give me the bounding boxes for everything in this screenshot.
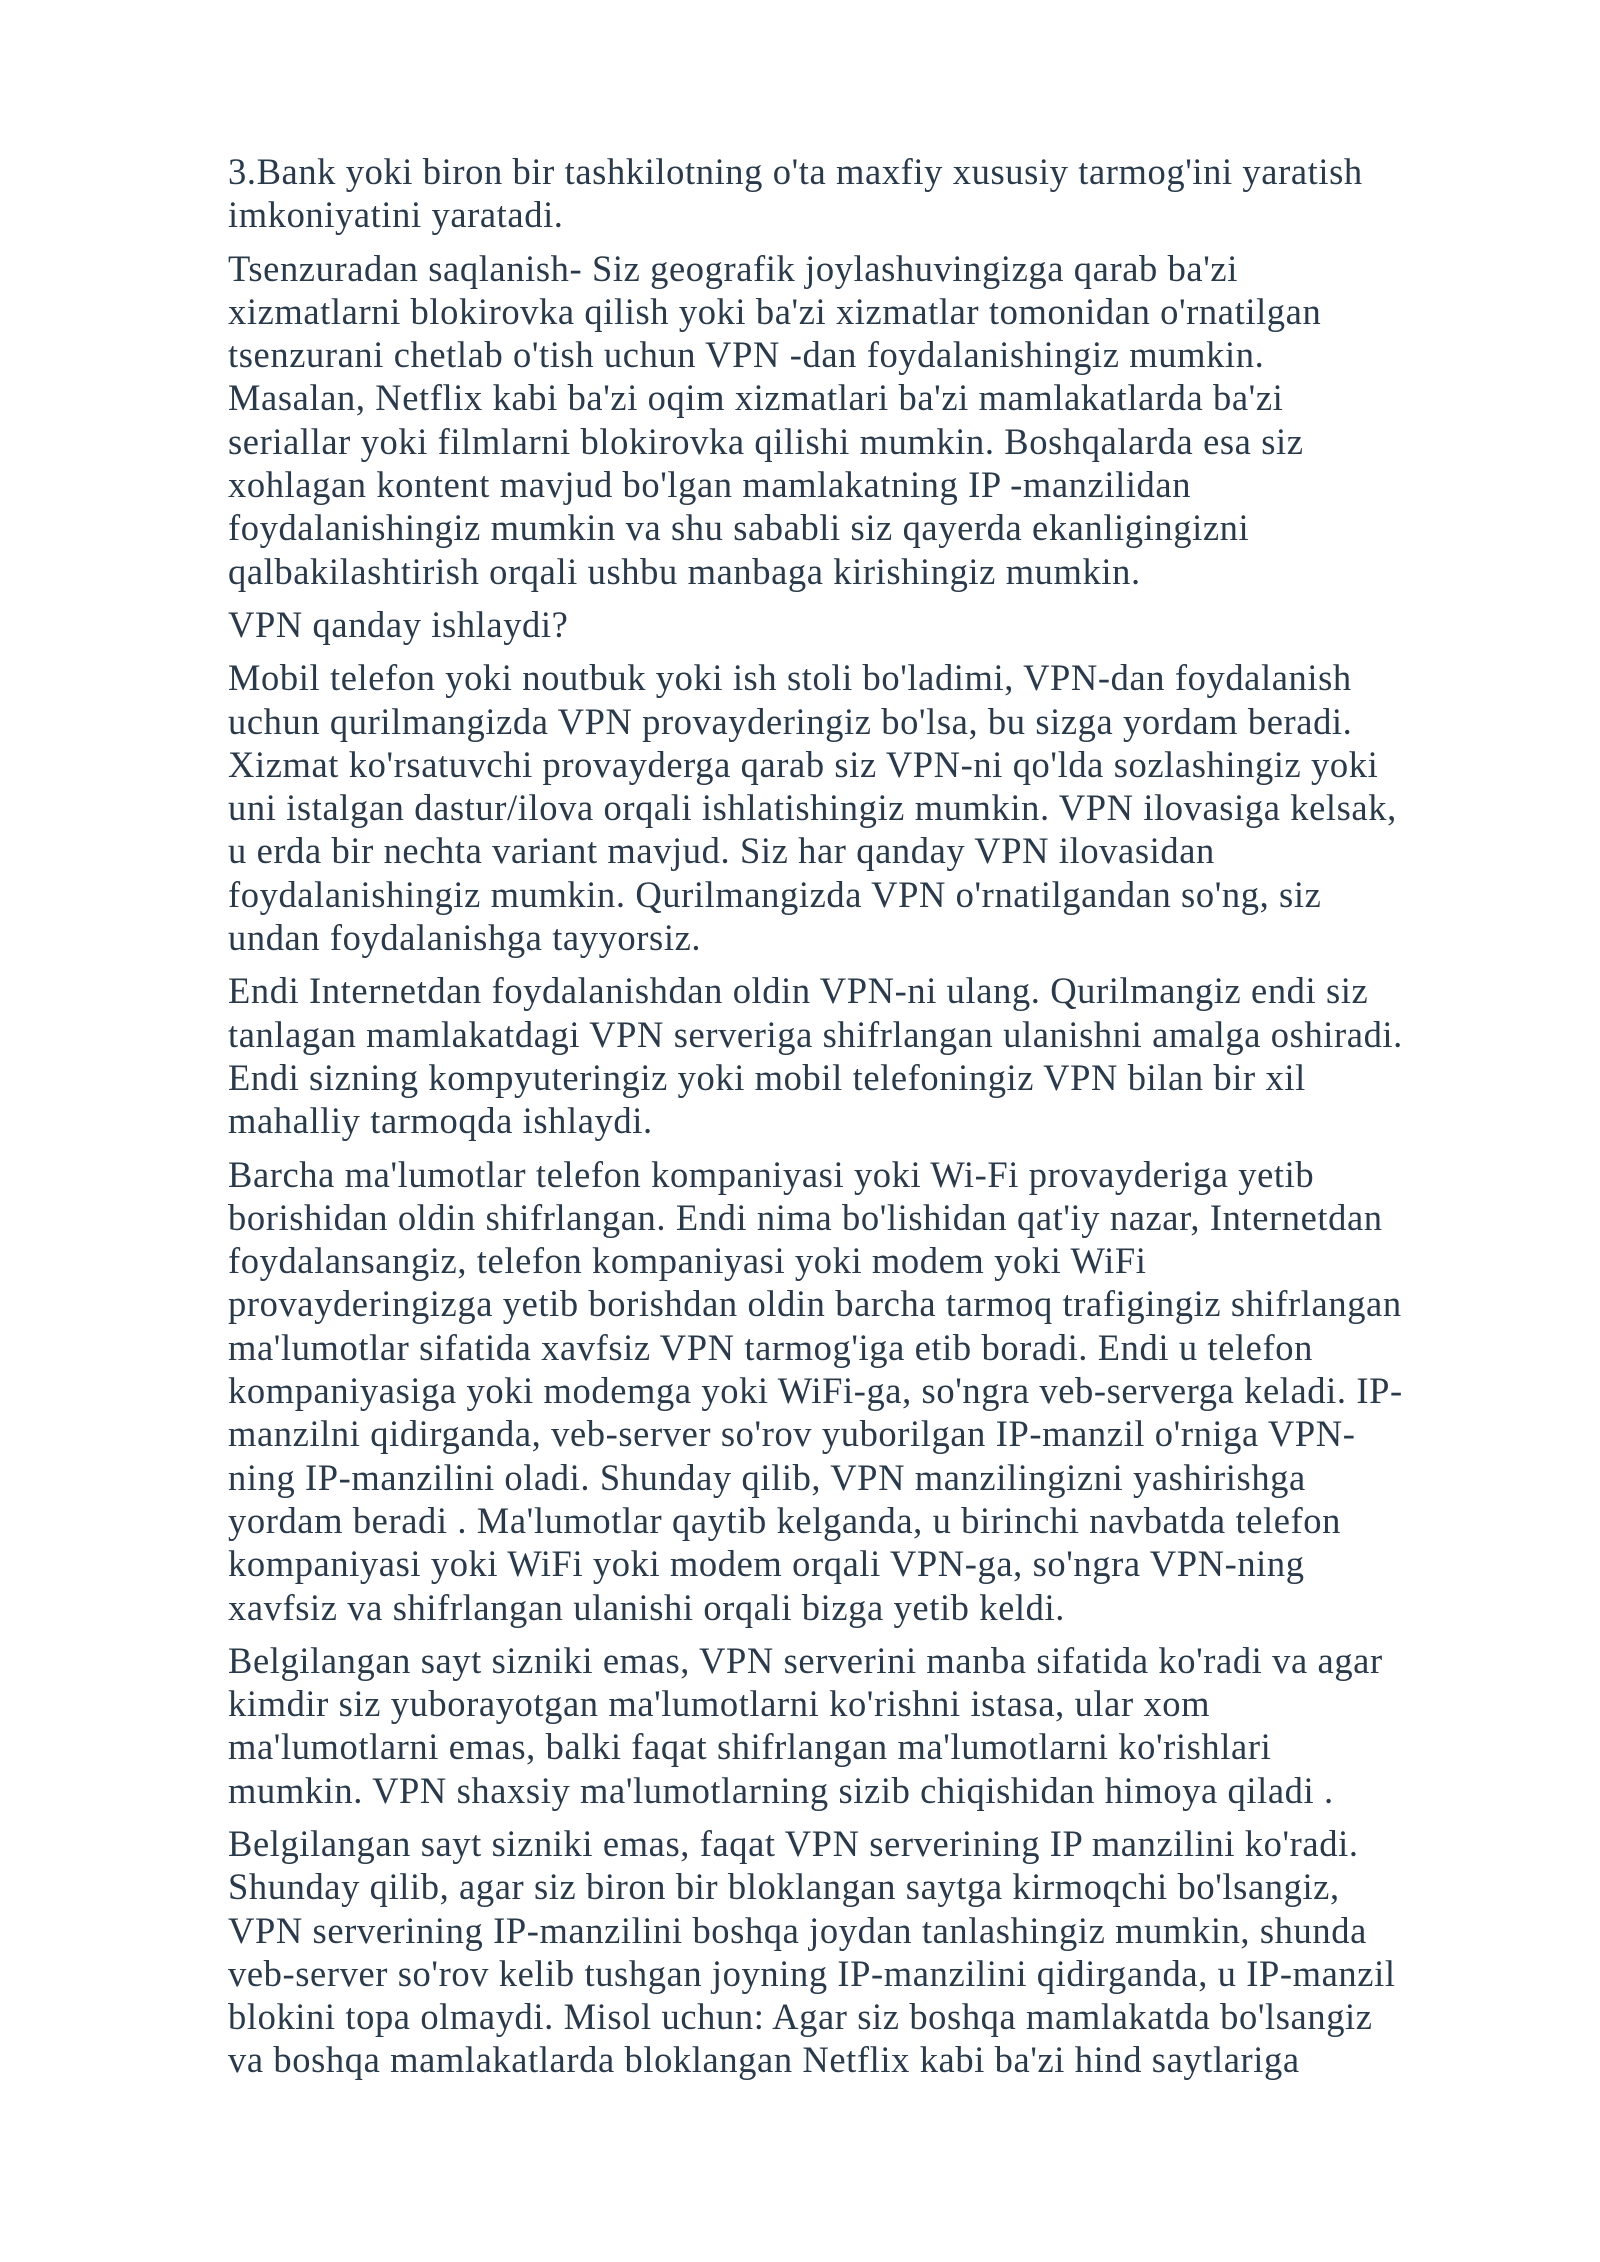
text-line: kompaniyasiga yoki modemga yoki WiFi-ga, so'ngra veb-serverga keladi. IP-	[228, 1370, 1403, 1412]
paragraph-encryption	[228, 1153, 1498, 1629]
text-line: mumkin. VPN shaxsiy ma'lumotlarning sizib chiqishidan himoya qiladi .	[228, 1769, 1334, 1811]
paragraph-ip-masking	[228, 1822, 1498, 2082]
paragraph-vpn-setup	[228, 656, 1498, 959]
text-line: tsenzurani chetlab o'tish uchun VPN -dan foydalanishingiz mumkin.	[228, 334, 1265, 376]
text-line: Xizmat ko'rsatuvchi provayderga qarab siz VPN-ni qo'lda sozlashingiz yoki	[228, 743, 1379, 785]
text-line: Tsenzuradan saqlanish- Siz geografik joylashuvingizga qarab ba'zi	[228, 247, 1238, 289]
text-line: yordam beradi . Ma'lumotlar qaytib kelganda, u birinchi navbatda telefon	[228, 1499, 1341, 1541]
text-line: foydalanishingiz mumkin va shu sababli siz qayerda ekanligingizni	[228, 507, 1250, 549]
text-line: ma'lumotlar sifatida xavfsiz VPN tarmog'iga etib boradi. Endi u telefon	[228, 1326, 1313, 1368]
text-line: provayderingizga yetib borishdan oldin barcha tarmoq trafigingiz shifrlangan	[228, 1283, 1402, 1325]
text-line: Endi sizning kompyuteringiz yoki mobil telefoningiz VPN bilan bir xil	[228, 1056, 1306, 1098]
text-line: imkoniyatini yaratadi.	[228, 194, 564, 236]
text-line: VPN serverining IP-manzilini boshqa joydan tanlashingiz mumkin, shunda	[228, 1909, 1367, 1951]
text-line: veb-server so'rov kelib tushgan joyning IP-manzilini qidirganda, u IP-manzil	[228, 1952, 1396, 1994]
text-line: kompaniyasi yoki WiFi yoki modem orqali VPN-ga, so'ngra VPN-ning	[228, 1543, 1305, 1585]
text-line: ma'lumotlarni emas, balki faqat shifrlangan ma'lumotlarni ko'rishlari	[228, 1726, 1272, 1768]
text-line: undan foydalanishga tayyorsiz.	[228, 917, 702, 959]
document-body	[228, 150, 1498, 2092]
text-line: uni istalgan dastur/ilova orqali ishlatishingiz mumkin. VPN ilovasiga kelsak,	[228, 787, 1397, 829]
text-line: uchun qurilmangizda VPN provayderingiz bo'lsa, bu sizga yordam beradi.	[228, 700, 1353, 742]
text-line: qalbakilashtirish orqali ushbu manbaga kirishingiz mumkin.	[228, 550, 1141, 592]
text-line: seriallar yoki filmlarni blokirovka qilishi mumkin. Boshqalarda esa siz	[228, 420, 1304, 462]
text-line: VPN qanday ishlaydi?	[228, 603, 569, 645]
paragraph-data-privacy	[228, 1639, 1498, 1812]
text-line: u erda bir nechta variant mavjud. Siz har qanday VPN ilovasidan	[228, 830, 1215, 872]
text-line: foydalanishingiz mumkin. Qurilmangizda VPN o'rnatilgandan so'ng, siz	[228, 873, 1322, 915]
text-line: va boshqa mamlakatlarda bloklangan Netflix kabi ba'zi hind saytlariga	[228, 2039, 1300, 2081]
text-line: ning IP-manzilini oladi. Shunday qilib, VPN manzilingizni yashirishga	[228, 1456, 1306, 1498]
text-line: Masalan, Netflix kabi ba'zi oqim xizmatlari ba'zi mamlakatlarda ba'zi	[228, 377, 1284, 419]
text-line: manzilni qidirganda, veb-server so'rov yuborilgan IP-manzil o'rniga VPN-	[228, 1413, 1356, 1455]
text-line: blokini topa olmaydi. Misol uchun: Agar siz boshqa mamlakatda bo'lsangiz	[228, 1996, 1373, 2038]
text-line: tanlagan mamlakatdagi VPN serveriga shifrlangan ulanishni amalga oshiradi.	[228, 1013, 1403, 1055]
text-line: kimdir siz yuborayotgan ma'lumotlarni ko'rishni istasa, ular xom	[228, 1683, 1211, 1725]
text-line: xizmatlarni blokirovka qilish yoki ba'zi xizmatlar tomonidan o'rnatilgan	[228, 290, 1322, 332]
text-line: Barcha ma'lumotlar telefon kompaniyasi yoki Wi-Fi provayderiga yetib	[228, 1153, 1315, 1195]
text-line: Shunday qilib, agar siz biron bir bloklangan saytga kirmoqchi bo'lsangiz,	[228, 1866, 1340, 1908]
text-line: Endi Internetdan foydalanishdan oldin VPN-ni ulang. Qurilmangiz endi siz	[228, 970, 1369, 1012]
text-line: xavfsiz va shifrlangan ulanishi orqali bizga yetib keldi.	[228, 1586, 1065, 1628]
text-line: xohlagan kontent mavjud bo'lgan mamlakatning IP -manzilidan	[228, 464, 1192, 506]
text-line: Mobil telefon yoki noutbuk yoki ish stoli bo'ladimi, VPN-dan foydalanish	[228, 657, 1352, 699]
text-line: foydalansangiz, telefon kompaniyasi yoki modem yoki WiFi	[228, 1240, 1147, 1282]
paragraph-connect-vpn	[228, 969, 1498, 1142]
section-heading-how-vpn-works	[228, 603, 1498, 646]
text-line: mahalliy tarmoqda ishlaydi.	[228, 1100, 653, 1142]
text-line: Belgilangan sayt sizniki emas, VPN serverini manba sifatida ko'radi va agar	[228, 1639, 1383, 1681]
text-line: Belgilangan sayt sizniki emas, faqat VPN serverining IP manzilini ko'radi.	[228, 1822, 1359, 1864]
paragraph-censorship	[228, 247, 1498, 593]
text-line: 3.Bank yoki biron bir tashkilotning o'ta maxfiy xususiy tarmog'ini yaratish	[228, 151, 1363, 192]
text-line: borishidan oldin shifrlangan. Endi nima bo'lishidan qat'iy nazar, Internetdan	[228, 1196, 1383, 1238]
paragraph-bank-network	[228, 150, 1498, 237]
